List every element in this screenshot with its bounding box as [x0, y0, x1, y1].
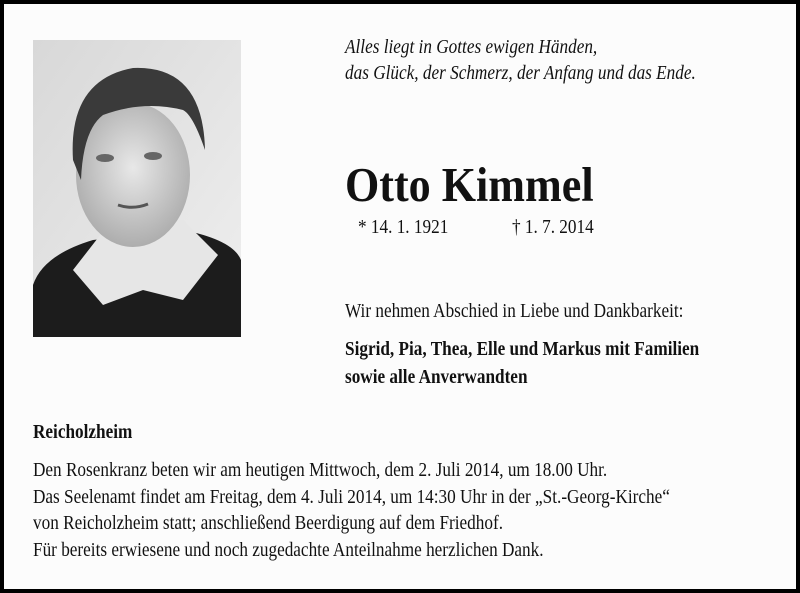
quote-line-2: das Glück, der Schmerz, der Anfang und das Ende.	[345, 62, 696, 84]
body-line-2: Das Seelenamt findet am Freitag, dem 4. Juli 2014, um 14:30 Uhr in der „St.-Georg-Kirche“	[33, 486, 670, 508]
body-line-1: Den Rosenkranz beten wir am heutigen Mittwoch, dem 2. Juli 2014, um 18.00 Uhr.	[33, 459, 608, 481]
portrait-photo	[33, 40, 241, 337]
family-line-2: sowie alle Anverwandten	[345, 366, 528, 388]
quote-line-1: Alles liegt in Gottes ewigen Händen,	[345, 36, 598, 58]
birth-date: * 14. 1. 1921	[358, 216, 449, 238]
body-line-3: von Reicholzheim statt; anschließend Beerdigung auf dem Friedhof.	[33, 512, 504, 534]
place-heading: Reicholzheim	[33, 421, 133, 443]
deceased-name: Otto Kimmel	[345, 157, 594, 212]
farewell-text: Wir nehmen Abschied in Liebe und Dankbarkeit:	[345, 300, 684, 322]
body-line-4: Für bereits erwiesene und noch zugedachte Anteilnahme herzlichen Dank.	[33, 539, 544, 561]
family-line-1: Sigrid, Pia, Thea, Elle und Markus mit Familien	[345, 338, 700, 360]
death-date: † 1. 7. 2014	[512, 216, 594, 238]
